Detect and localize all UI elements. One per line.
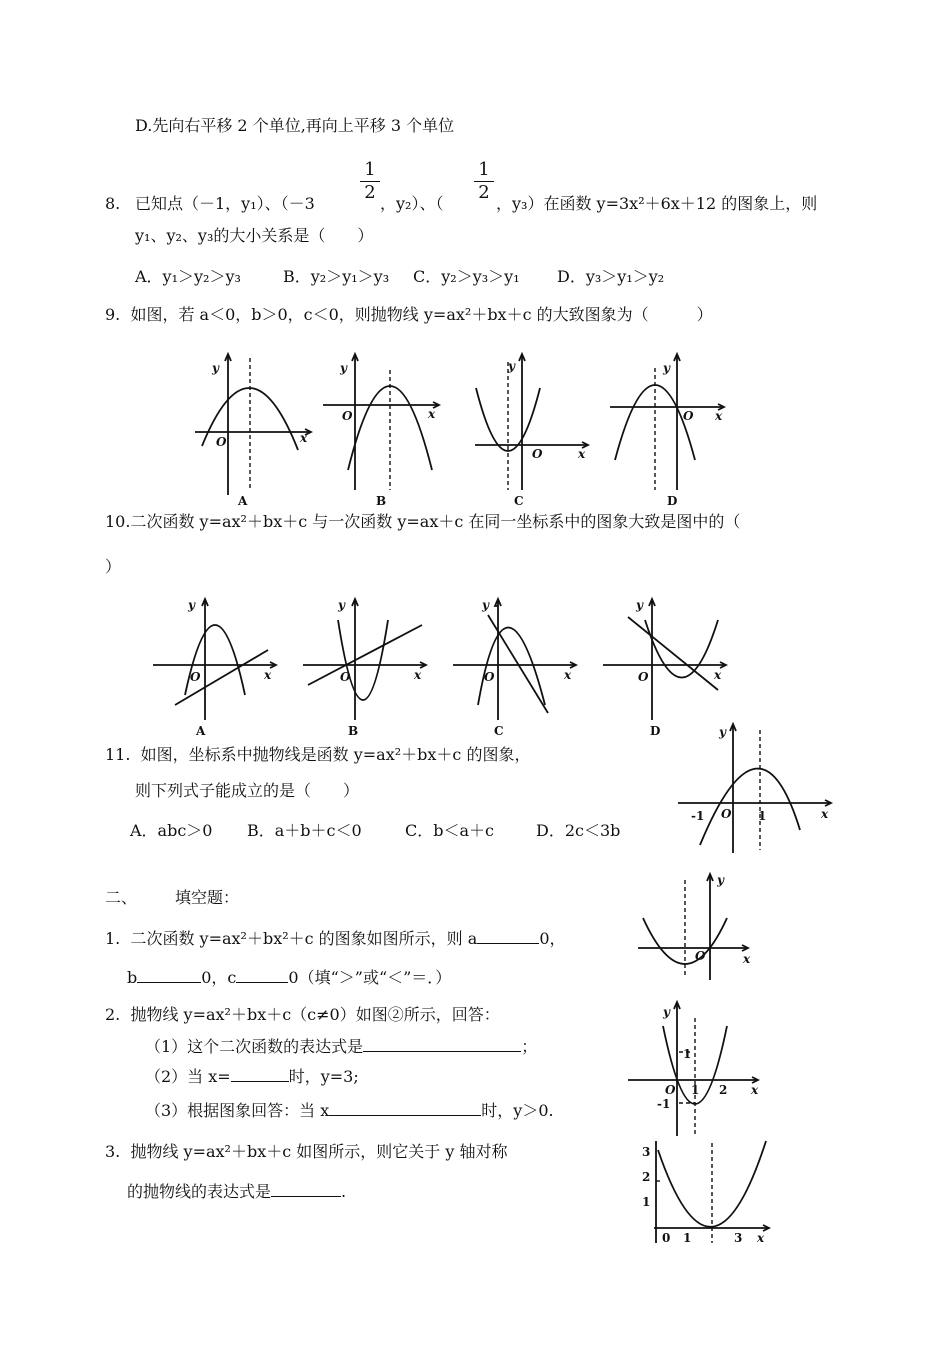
x-label: x <box>751 1083 759 1097</box>
origin-label: O <box>216 435 227 449</box>
tick-1: 1 <box>758 809 767 823</box>
x-label: x <box>414 668 422 682</box>
origin-label: O <box>190 670 201 684</box>
x-label: x <box>714 668 722 682</box>
f1-blank-c[interactable] <box>236 968 288 983</box>
origin-label: O <box>638 670 649 684</box>
origin-label: O <box>665 1083 676 1097</box>
q8-option-c: C．y₂＞y₃＞y₁ <box>413 267 520 286</box>
x-label: x <box>264 668 272 682</box>
graph-label: A <box>238 494 248 508</box>
origin-label: O <box>342 409 353 423</box>
q8-part1: 已知点（－1，y₁）、（－3 <box>135 194 315 213</box>
graph-label: A <box>196 724 206 738</box>
q8-option-d: D．y₃＞y₁＞y₂ <box>557 267 665 286</box>
q11-line1: 11. 如图，坐标系中抛物线是函数 y=ax²＋bx＋c 的图象， <box>105 745 531 764</box>
f1-graph <box>635 870 760 988</box>
tick-y-neg1: -1 <box>657 1097 671 1111</box>
y-label: y <box>340 361 347 375</box>
y-label: y <box>482 598 489 612</box>
y-label: y <box>719 725 726 739</box>
q8-part2: ，y₂）、（ <box>380 194 444 213</box>
parabola <box>645 620 718 678</box>
tick-y1: 1 <box>642 1195 651 1209</box>
x-label: x <box>757 1231 765 1245</box>
q11-line2: 则下列式子能成立的是（ ） <box>135 781 360 800</box>
f3-line2: 的抛物线的表达式是 . <box>127 1182 347 1201</box>
origin-label: O <box>532 447 543 461</box>
f2-sub3: （3）根据图象回答：当 x 时，y＞0. <box>145 1101 554 1120</box>
q11-option-d: D．2c＜3b <box>536 821 621 840</box>
f2-line1: 2. 抛物线 y=ax²＋bx＋c（c≠0）如图②所示，回答： <box>105 1005 500 1024</box>
q11-option-c: C．b＜a＋c <box>405 821 494 840</box>
origin-label: O <box>340 670 351 684</box>
q11-option-a: A．abc＞0 <box>130 821 213 840</box>
x-label: x <box>300 431 308 445</box>
y-label: y <box>188 598 195 612</box>
tick-x1: 1 <box>691 1083 700 1097</box>
f1-blank-b[interactable] <box>137 968 201 983</box>
q9-graph-c <box>470 350 600 510</box>
f1-line2: b 0，c 0（填“＞”或“＜”＝．） <box>127 968 452 987</box>
y-label: y <box>717 873 724 887</box>
origin-label: O <box>484 670 495 684</box>
x-label: x <box>578 447 586 461</box>
origin-label: O <box>721 807 732 821</box>
q9-question: 9. 如图，若 a＜0，b＞0，c＜0，则抛物线 y=ax²＋bx＋c 的大致图象为（ ） <box>105 305 713 324</box>
section2-title: 填空题： <box>175 888 240 907</box>
q8-option-a: A．y₁＞y₂＞y₃ <box>135 267 241 286</box>
y-label: y <box>508 359 515 373</box>
q8-option-b: B．y₂＞y₁＞y₃ <box>283 267 390 286</box>
q9-graph-b <box>320 350 450 510</box>
x-label: x <box>564 668 572 682</box>
q10-graph-d <box>600 595 735 740</box>
f2-blank-1[interactable] <box>363 1037 521 1052</box>
graph-label: D <box>667 494 678 508</box>
origin-label: O <box>683 409 694 423</box>
tick-y2: 2 <box>642 1170 651 1184</box>
graph-label: C <box>494 724 504 738</box>
q11-option-b: B．a＋b＋c＜0 <box>247 821 362 840</box>
q10-line2: ） <box>105 557 122 576</box>
q8-part3: ，y₃）在函数 y=3x²＋6x＋12 的图象上，则 <box>496 194 818 213</box>
graph-label: B <box>376 494 387 508</box>
y-label: y <box>338 598 345 612</box>
parabola <box>185 625 245 695</box>
line <box>488 615 548 713</box>
graph-label: B <box>348 724 359 738</box>
y-label: y <box>212 361 219 375</box>
f2-sub1: （1）这个二次函数的表达式是 ； <box>145 1037 538 1056</box>
f3-blank[interactable] <box>271 1182 341 1197</box>
q10-line1: 10.二次函数 y=ax²＋bx＋c 与一次函数 y=ax＋c 在同一坐标系中的图象大致是图中的（ <box>105 512 741 531</box>
q8-fraction-1: 1 2 <box>360 160 380 203</box>
y-label: y <box>663 361 670 375</box>
tick-x3: 3 <box>734 1231 743 1245</box>
y-label: y <box>663 1005 670 1019</box>
graph-label: C <box>514 494 524 508</box>
tick-y3: 3 <box>642 1145 651 1159</box>
q9-graph-a <box>190 350 320 510</box>
tick-x2: 2 <box>719 1083 728 1097</box>
q8-fraction-2: 1 2 <box>474 160 494 203</box>
f2-sub2: （2）当 x= 时，y=3; <box>145 1067 359 1086</box>
tick-y1: 1 <box>683 1047 692 1061</box>
f1-line1: 1. 二次函数 y=ax²＋bx²＋c 的图象如图所示，则 a 0， <box>105 929 566 948</box>
parabola <box>338 620 388 700</box>
f2-graph <box>625 998 765 1140</box>
line <box>308 625 422 685</box>
q10-graph-a <box>150 595 285 740</box>
q8-number: 8. <box>105 194 121 213</box>
f3-line1: 3. 抛物线 y=ax²＋bx＋c 如图所示，则它关于 y 轴对称 <box>105 1142 508 1161</box>
f1-blank-a[interactable] <box>477 929 539 944</box>
y-label: y <box>636 598 643 612</box>
origin-label: O <box>695 949 706 963</box>
q9-graph-d <box>605 350 735 510</box>
q11-graph <box>675 720 840 855</box>
q8-line2: y₁、y₂、y₃的大小关系是（ ） <box>135 226 374 245</box>
tick-x1: 1 <box>683 1231 692 1245</box>
f2-blank-2[interactable] <box>231 1067 289 1082</box>
parabola <box>700 769 800 845</box>
tick-x0: 0 <box>662 1231 671 1245</box>
q10-graph-b <box>300 595 435 740</box>
q10-graph-c <box>450 595 585 740</box>
f2-blank-3[interactable] <box>329 1101 481 1116</box>
q7-option-d: D.先向右平移 2 个单位,再向上平移 3 个单位 <box>135 116 455 135</box>
x-label: x <box>715 409 723 423</box>
section2-number: 二、 <box>105 888 138 907</box>
x-label: x <box>821 807 829 821</box>
x-label: x <box>428 407 436 421</box>
graph-label: D <box>650 724 661 738</box>
f3-graph <box>640 1138 775 1250</box>
tick-neg1: -1 <box>691 809 705 823</box>
x-label: x <box>743 952 751 966</box>
